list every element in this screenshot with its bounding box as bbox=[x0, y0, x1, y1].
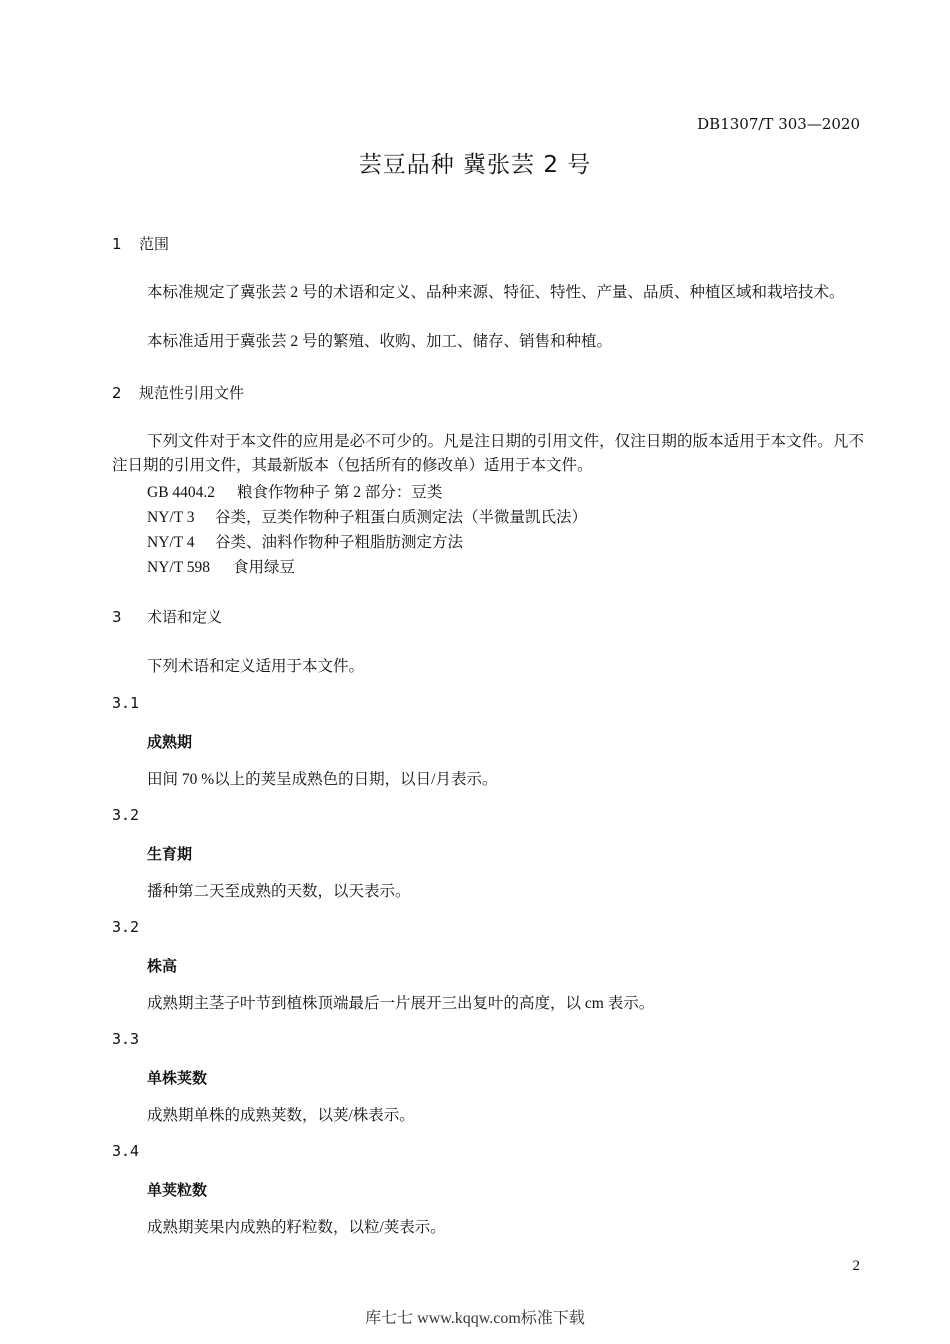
clause-number: 3.2 bbox=[112, 918, 140, 936]
reference-code: GB 4404.2 bbox=[147, 484, 216, 501]
section-title: 术语和定义 bbox=[147, 608, 223, 626]
section-title: 范围 bbox=[139, 235, 170, 253]
reference-item bbox=[147, 555, 295, 577]
reference-code: NY/T 3 bbox=[147, 509, 195, 526]
clause-number: 3.2 bbox=[112, 806, 140, 824]
section-2-heading bbox=[112, 382, 244, 403]
clause-number: 3.4 bbox=[112, 1142, 140, 1160]
reference-item bbox=[147, 480, 442, 502]
section-number: 2 bbox=[112, 384, 122, 402]
section-1-heading bbox=[112, 233, 169, 254]
terms-intro: 下列术语和定义适用于本文件。 bbox=[147, 658, 365, 675]
term-name: 单株荚数 bbox=[147, 1069, 208, 1087]
reference-title: 谷类，豆类作物种子粗蛋白质测定法（半微量凯氏法） bbox=[215, 509, 588, 526]
reference-title: 谷类、油料作物种子粗脂肪测定方法 bbox=[215, 534, 464, 551]
scope-paragraph-2: 本标准适用于冀张芸 2 号的繁殖、收购、加工、储存、销售和种植。 bbox=[147, 333, 613, 350]
scope-paragraph-1: 本标准规定了冀张芸 2 号的术语和定义、品种来源、特征、特性、产量、品质、种植区域和栽培技术。 bbox=[147, 284, 845, 301]
reference-item bbox=[147, 530, 463, 552]
term-name: 生育期 bbox=[147, 845, 193, 863]
reference-item bbox=[147, 505, 587, 527]
term-name: 株高 bbox=[147, 957, 178, 975]
section-number: 1 bbox=[112, 235, 122, 253]
document-title: 芸豆品种 冀张芸 2 号 bbox=[358, 152, 592, 178]
term-definition: 田间 70 %以上的荚呈成熟色的日期，以日/月表示。 bbox=[147, 771, 498, 788]
term-definition: 成熟期主茎子叶节到植株顶端最后一片展开三出复叶的高度，以 cm 表示。 bbox=[147, 995, 655, 1012]
section-3-heading bbox=[112, 606, 222, 627]
section-title: 规范性引用文件 bbox=[139, 384, 245, 402]
clause-number: 3.1 bbox=[112, 694, 140, 712]
term-definition: 播种第二天至成熟的天数，以天表示。 bbox=[147, 883, 411, 900]
reference-code: NY/T 4 bbox=[147, 534, 195, 551]
term-definition: 成熟期单株的成熟荚数，以荚/株表示。 bbox=[147, 1107, 415, 1124]
reference-code: NY/T 598 bbox=[147, 559, 211, 576]
term-name: 单荚粒数 bbox=[147, 1181, 208, 1199]
page-number: 2 bbox=[852, 1258, 860, 1274]
reference-title: 粮食作物种子 第 2 部分：豆类 bbox=[237, 484, 443, 501]
term-name: 成熟期 bbox=[147, 733, 193, 751]
references-intro: 下列文件对于本文件的应用是必不可少的。凡是注日期的引用文件，仅注日期的版本适用于本文件。凡不注日期的引用文件，其最新版本（包括所有的修改单）适用于本文件。 bbox=[112, 433, 864, 474]
clause-number: 3.3 bbox=[112, 1030, 140, 1048]
document-code: DB1307/T 303—2020 bbox=[697, 115, 860, 133]
footer-watermark: 库七七 www.kqqw.com标准下载 bbox=[365, 1310, 585, 1327]
term-definition: 成熟期荚果内成熟的籽粒数，以粒/荚表示。 bbox=[147, 1219, 446, 1236]
section-number: 3 bbox=[112, 608, 122, 626]
reference-title: 食用绿豆 bbox=[233, 559, 296, 576]
